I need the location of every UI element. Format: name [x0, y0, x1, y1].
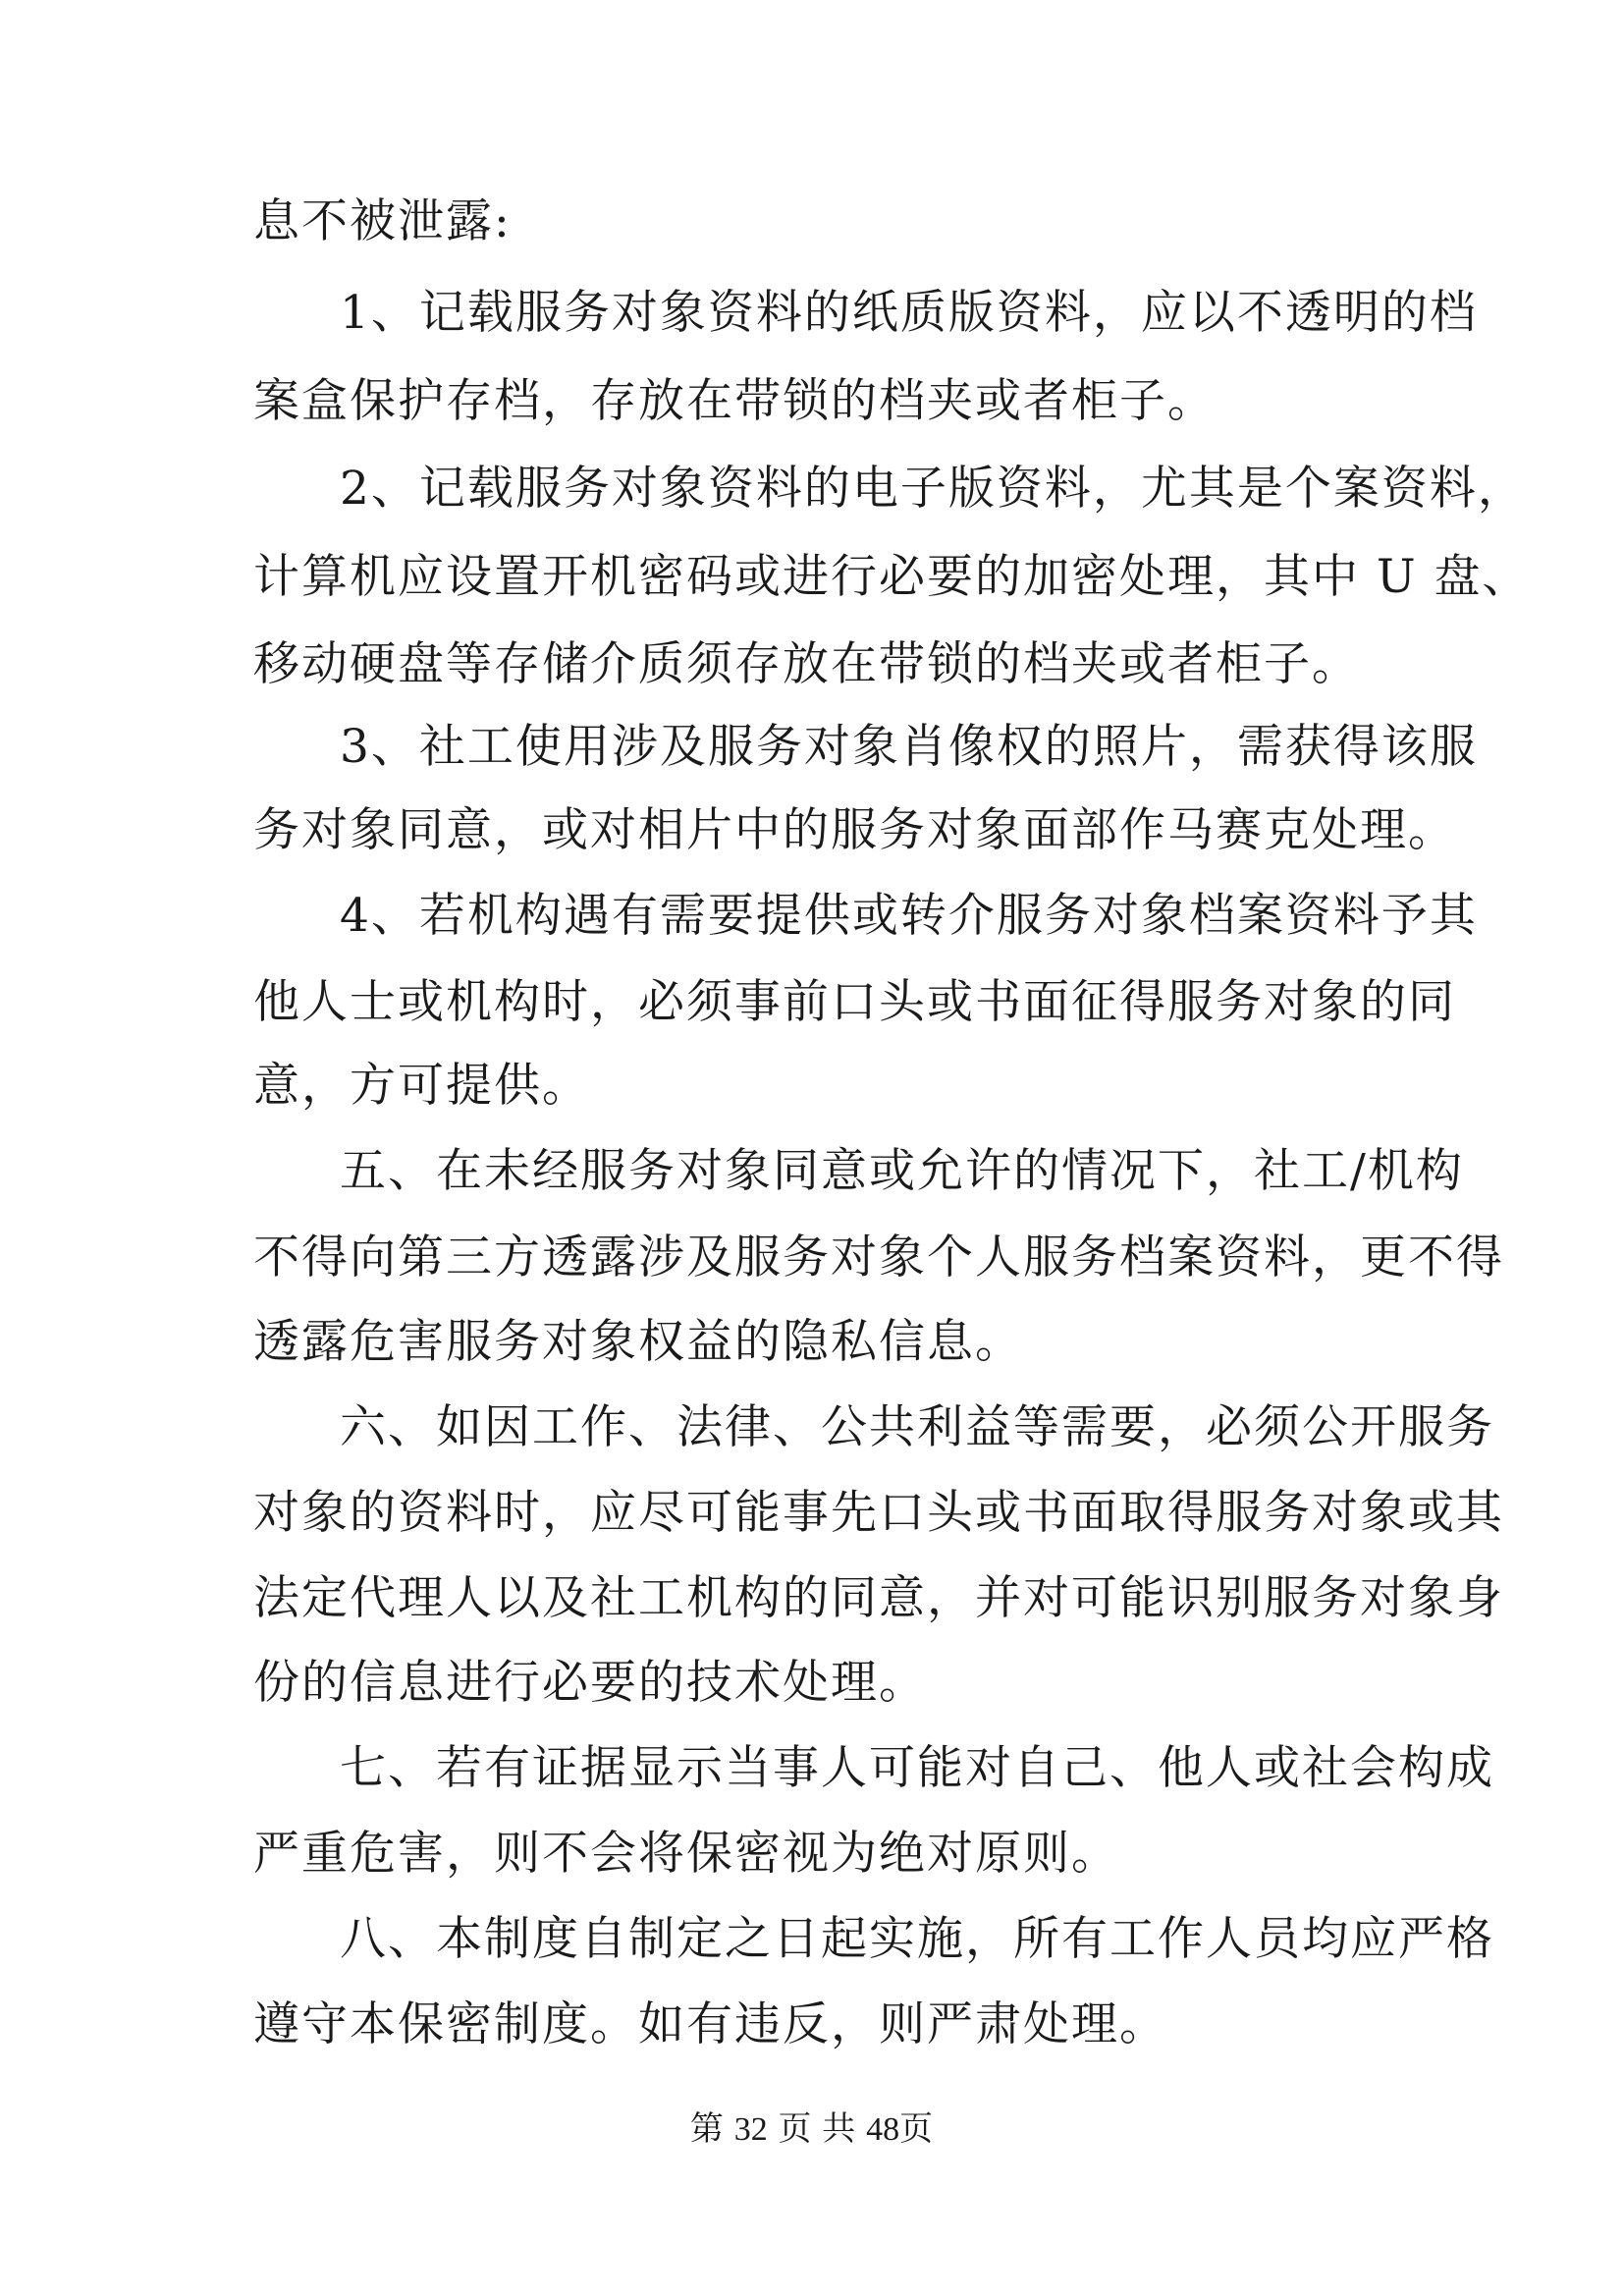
- paragraph-line: 意，方可提供。: [253, 1059, 590, 1113]
- paragraph-line: 务对象同意，或对相片中的服务对象面部作马赛克处理。: [253, 803, 1456, 857]
- paragraph-line: 透露危害服务对象权益的隐私信息。: [253, 1315, 1023, 1369]
- paragraph-line: 七、若有证据显示当事人可能对自己、他人或社会构成: [340, 1741, 1494, 1795]
- paragraph-line: 3、社工使用涉及服务对象肖像权的照片，需获得该服: [340, 720, 1478, 774]
- paragraph-line: 案盒保护存档，存放在带锁的档夹或者柜子。: [253, 374, 1216, 428]
- paragraph-line: 份的信息进行必要的技术处理。: [253, 1656, 927, 1710]
- paragraph-line: 1、记载服务对象资料的纸质版资料，应以不透明的档: [340, 286, 1478, 340]
- paragraph-line: 计算机应设置开机密码或进行必要的加密处理，其中 U 盘、: [253, 550, 1531, 604]
- paragraph-line: 移动硬盘等存储介质须存放在带锁的档夹或者柜子。: [253, 637, 1360, 691]
- total-page-number: 48: [866, 2111, 900, 2148]
- paragraph-line: 法定代理人以及社工机构的同意，并对可能识别服务对象身: [253, 1571, 1504, 1625]
- paragraph-line: 五、在未经服务对象同意或允许的情况下，社工/机构: [340, 1144, 1464, 1198]
- paragraph-line: 严重危害，则不会将保密视为绝对原则。: [253, 1827, 1119, 1881]
- paragraph-line: 六、如因工作、法律、公共利益等需要，必须公开服务: [340, 1400, 1494, 1454]
- paragraph-line: 4、若机构遇有需要提供或转介服务对象档案资料予其: [340, 889, 1478, 943]
- footer-suffix: 页: [899, 2109, 934, 2149]
- paragraph-line: 他人士或机构时，必须事前口头或书面征得服务对象的同: [253, 975, 1456, 1029]
- paragraph-line: 八、本制度自制定之日起实施，所有工作人员均应严格: [340, 1912, 1494, 1966]
- paragraph-line: 遵守本保密制度。如有违反，则严肃处理。: [253, 1997, 1167, 2051]
- footer-middle: 页 共: [778, 2109, 856, 2149]
- paragraph-line: 息不被泄露:: [253, 194, 512, 248]
- paragraph-line: 2、记载服务对象资料的电子版资料，尤其是个案资料，: [340, 462, 1526, 516]
- footer-prefix: 第: [689, 2109, 724, 2149]
- current-page-number: 32: [733, 2111, 768, 2148]
- page-footer: [0, 2107, 1623, 2152]
- paragraph-line: 对象的资料时，应尽可能事先口头或书面取得服务对象或其: [253, 1486, 1504, 1540]
- paragraph-line: 不得向第三方透露涉及服务对象个人服务档案资料，更不得: [253, 1230, 1504, 1285]
